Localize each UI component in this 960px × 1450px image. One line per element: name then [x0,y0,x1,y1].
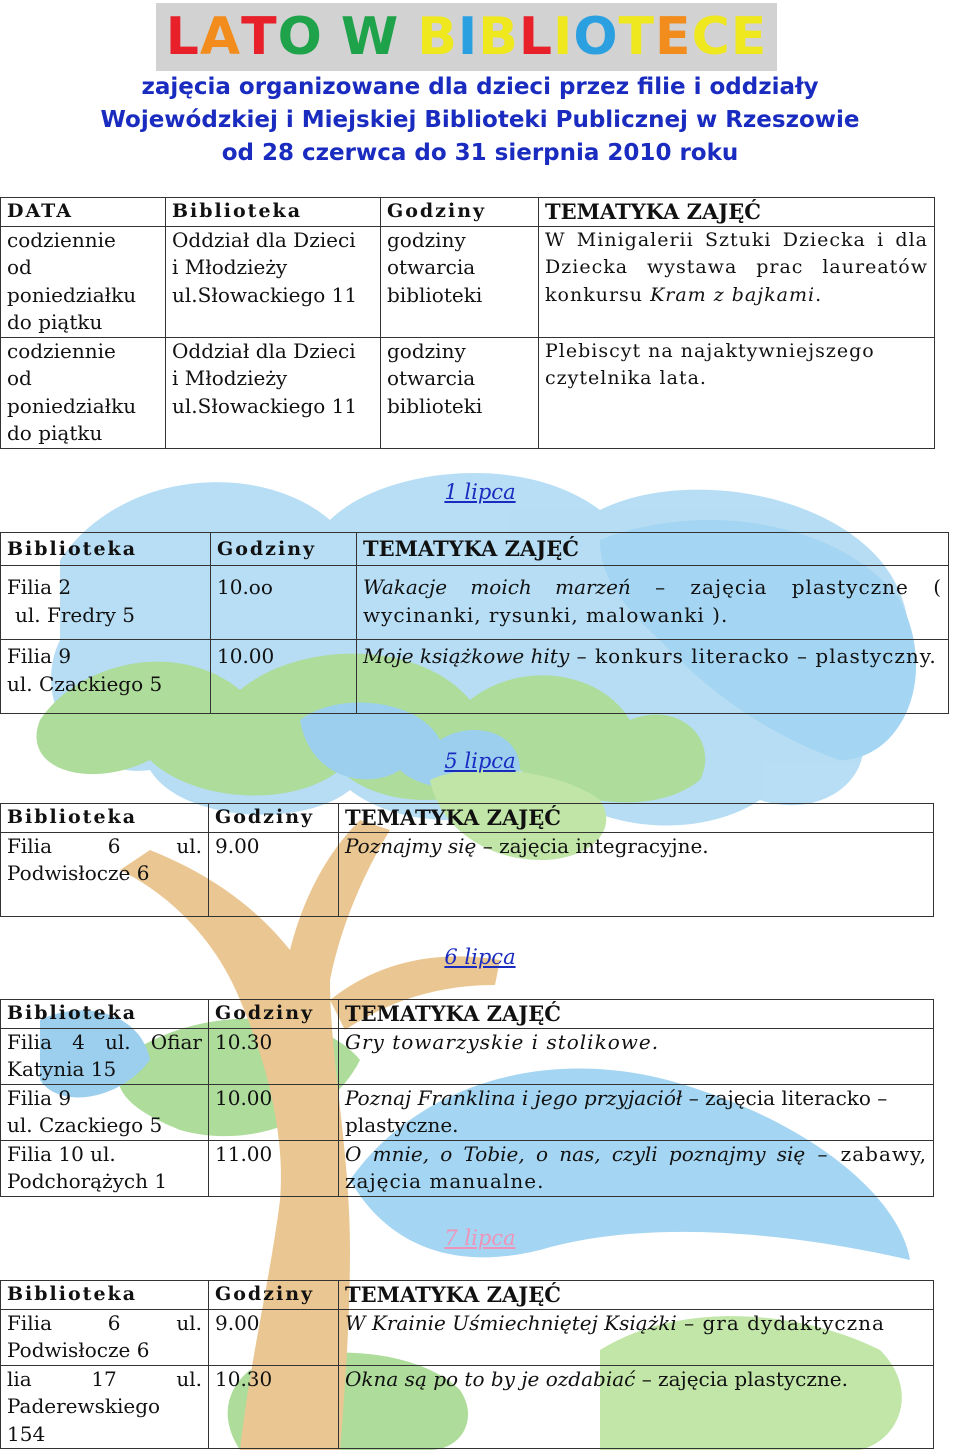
title-letter: T [241,7,278,67]
topic-title: Wakacje moich marzeń [363,575,631,599]
header-biblioteka: Biblioteka [1,1000,209,1029]
header-godziny: Godziny [381,198,539,227]
library-line: Filia 9 [7,644,72,668]
table-row [1,337,935,448]
date-cell [1,337,166,448]
section-date-5-lipca: 5 lipca [444,749,516,773]
header-tematyka: TEMATYKA ZAJĘĆ [339,804,934,833]
library-cell [1,1140,209,1196]
page-title [156,3,777,71]
topic-title: Poznajmy się [345,833,477,858]
title-letter: C [691,7,731,67]
hours-line: godziny [387,227,466,252]
table-row [1,640,949,714]
date-line: od [7,255,32,279]
table-row [1,1140,934,1196]
date-line: codziennie [7,338,116,363]
table-header-row [1,804,934,833]
library-cell [166,337,381,448]
topic-title: Poznaj Franklina i jego przyjaciół [345,1085,683,1110]
hours-cell: 10.30 [209,1028,339,1084]
table-row [1,1028,934,1084]
title-letter: A [199,7,242,67]
header-biblioteka: Biblioteka [1,533,211,566]
library-line: ul. Fredry 5 [15,602,136,627]
section-date-1-lipca: 1 lipca [444,480,516,504]
library-line: ul.Słowackiego 11 [172,393,358,418]
table-header-row [1,533,949,566]
header-tematyka: TEMATYKA ZAJĘĆ [357,533,949,566]
library-line: Filia 10 ul. [7,1141,116,1166]
hours-cell: 9.00 [209,1309,339,1365]
hours-cell: 10.00 [209,1084,339,1140]
topic-title: W Krainie Uśmiechniętej Książki [345,1310,677,1335]
hours-cell: 9.00 [209,832,339,916]
date-line: codziennie [7,227,116,252]
subtitle-line-1: zajęcia organizowane dla dzieci przez filie i oddziały [141,74,819,100]
header-tematyka: TEMATYKA ZAJĘĆ [339,1281,934,1310]
topic-title: O mnie, o Tobie, o nas, czyli poznajmy się [345,1141,806,1166]
schedule-table-5-lipca [0,803,934,917]
header-biblioteka: Biblioteka [1,1281,209,1310]
library-line: ul. Czackiego 5 [7,1113,163,1137]
schedule-table-7-lipca [0,1280,934,1449]
topic-text: . [815,283,823,306]
hours-cell [381,337,539,448]
table-row [1,832,934,916]
hours-line: biblioteki [387,282,483,307]
subtitle-line-3: od 28 czerwca do 31 sierpnia 2010 roku [221,140,739,166]
header-biblioteka: Biblioteka [166,198,381,227]
date-line: do piątku [7,310,103,334]
topic-text: W Minigalerii Sztuki Dziecka i dla Dziecka wystawa prac laureatów konkursu [545,228,928,306]
header-godziny: Godziny [209,1000,339,1029]
header-godziny: Godziny [211,533,357,566]
topic-cell [339,832,934,916]
library-line: Filia 2 [7,575,72,599]
topic-text: – zajęcia literacko – plastyczne. [345,1085,888,1137]
title-letter: L [165,7,200,67]
hours-line: otwarcia [387,255,476,279]
header-tematyka: TEMATYKA ZAJĘĆ [339,1000,934,1029]
topic-cell: Gry towarzyskie i stolikowe. [339,1028,934,1084]
topic-text: – zajęcia integracyjne. [476,833,709,858]
library-line: Filia 9 [7,1085,72,1110]
title-letter: E [730,7,768,67]
table-header-row [1,1000,934,1029]
library-line: Oddział dla Dzieci [172,227,356,252]
date-line: poniedziałku [7,282,137,307]
topic-cell [339,1309,934,1365]
subtitle-line-2: Wojewódzkiej i Miejskiej Biblioteki Publicznej w Rzeszowie [100,107,860,133]
topic-title: Moje książkowe hity [363,644,570,668]
title-letter: L [518,7,553,67]
topic-cell [339,1365,934,1449]
hours-cell: 11.00 [209,1140,339,1196]
header-data: DATA [1,198,166,227]
library-cell: Filia 4 ul. Ofiar Katynia 15 [1,1028,209,1084]
table-header-row [1,1281,934,1310]
title-letter: I [552,7,574,67]
header-tematyka: TEMATYKA ZAJĘĆ [539,198,935,227]
section-date-6-lipca: 6 lipca [444,945,516,969]
table-row [1,566,949,640]
library-cell: Filia 6 ul. Podwisłocze 6 [1,832,209,916]
hours-line: godziny [387,338,466,363]
title-letter: W [340,7,400,67]
library-line: i Młodzieży [172,255,288,279]
title-letter: O [573,7,619,67]
header-godziny: Godziny [209,804,339,833]
topic-cell [357,566,949,640]
title-letter: E [655,7,692,67]
hours-line: biblioteki [387,393,483,418]
topic-cell: Plebiscyt na najaktywniejszego czytelnika lata. [539,337,935,448]
table-row [1,1084,934,1140]
topic-title: Kram z bajkami [650,283,816,306]
topic-text: – zajęcia plastyczne ( wycinanki, rysunki, malowanki ). [363,575,942,627]
title-letter: O [277,7,323,67]
topic-text: – gra dydaktyczna [676,1310,885,1335]
main-schedule-table [0,197,935,449]
table-row [1,1365,934,1449]
date-line: poniedziałku [7,393,137,418]
date-line: do piątku [7,421,103,445]
library-line: ul.Słowackiego 11 [172,282,358,307]
header-biblioteka: Biblioteka [1,804,209,833]
library-cell [166,226,381,337]
hours-cell: 10.00 [211,640,357,714]
hours-line: otwarcia [387,366,476,390]
topic-text: – konkurs literacko – plastyczny. [569,644,937,668]
library-cell [1,640,211,714]
schedule-table-1-lipca [0,532,949,714]
date-line: od [7,366,32,390]
library-cell [1,1084,209,1140]
section-date-7-lipca: 7 lipca [444,1226,516,1250]
table-row [1,226,935,337]
hours-cell [381,226,539,337]
topic-text: – zabawy, zajęcia manualne. [345,1141,927,1193]
title-letter: T [618,7,656,67]
topic-cell [539,226,935,337]
library-cell: lia 17 ul. Paderewskiego 154 [1,1365,209,1449]
library-line: ul. Czackiego 5 [7,671,163,696]
title-letter: B [478,7,519,67]
library-cell: Filia 6 ul. Podwisłocze 6 [1,1309,209,1365]
table-row [1,1309,934,1365]
hours-cell: 10.30 [209,1365,339,1449]
header-godziny: Godziny [209,1281,339,1310]
topic-cell [339,1084,934,1140]
date-cell [1,226,166,337]
library-cell [1,566,211,640]
hours-cell: 10.oo [211,566,357,640]
topic-text: – zajęcia plastyczne. [635,1366,848,1391]
library-line: i Młodzieży [172,366,288,390]
title-letter: I [457,7,479,67]
title-letter: B [417,7,458,67]
library-line: Podchorążych 1 [7,1169,168,1193]
schedule-table-6-lipca [0,999,934,1197]
library-line: Oddział dla Dzieci [172,338,356,363]
topic-cell [357,640,949,714]
topic-cell [339,1140,934,1196]
topic-title: Okna są po to by je ozdabiać [345,1366,636,1391]
table-header-row [1,198,935,227]
